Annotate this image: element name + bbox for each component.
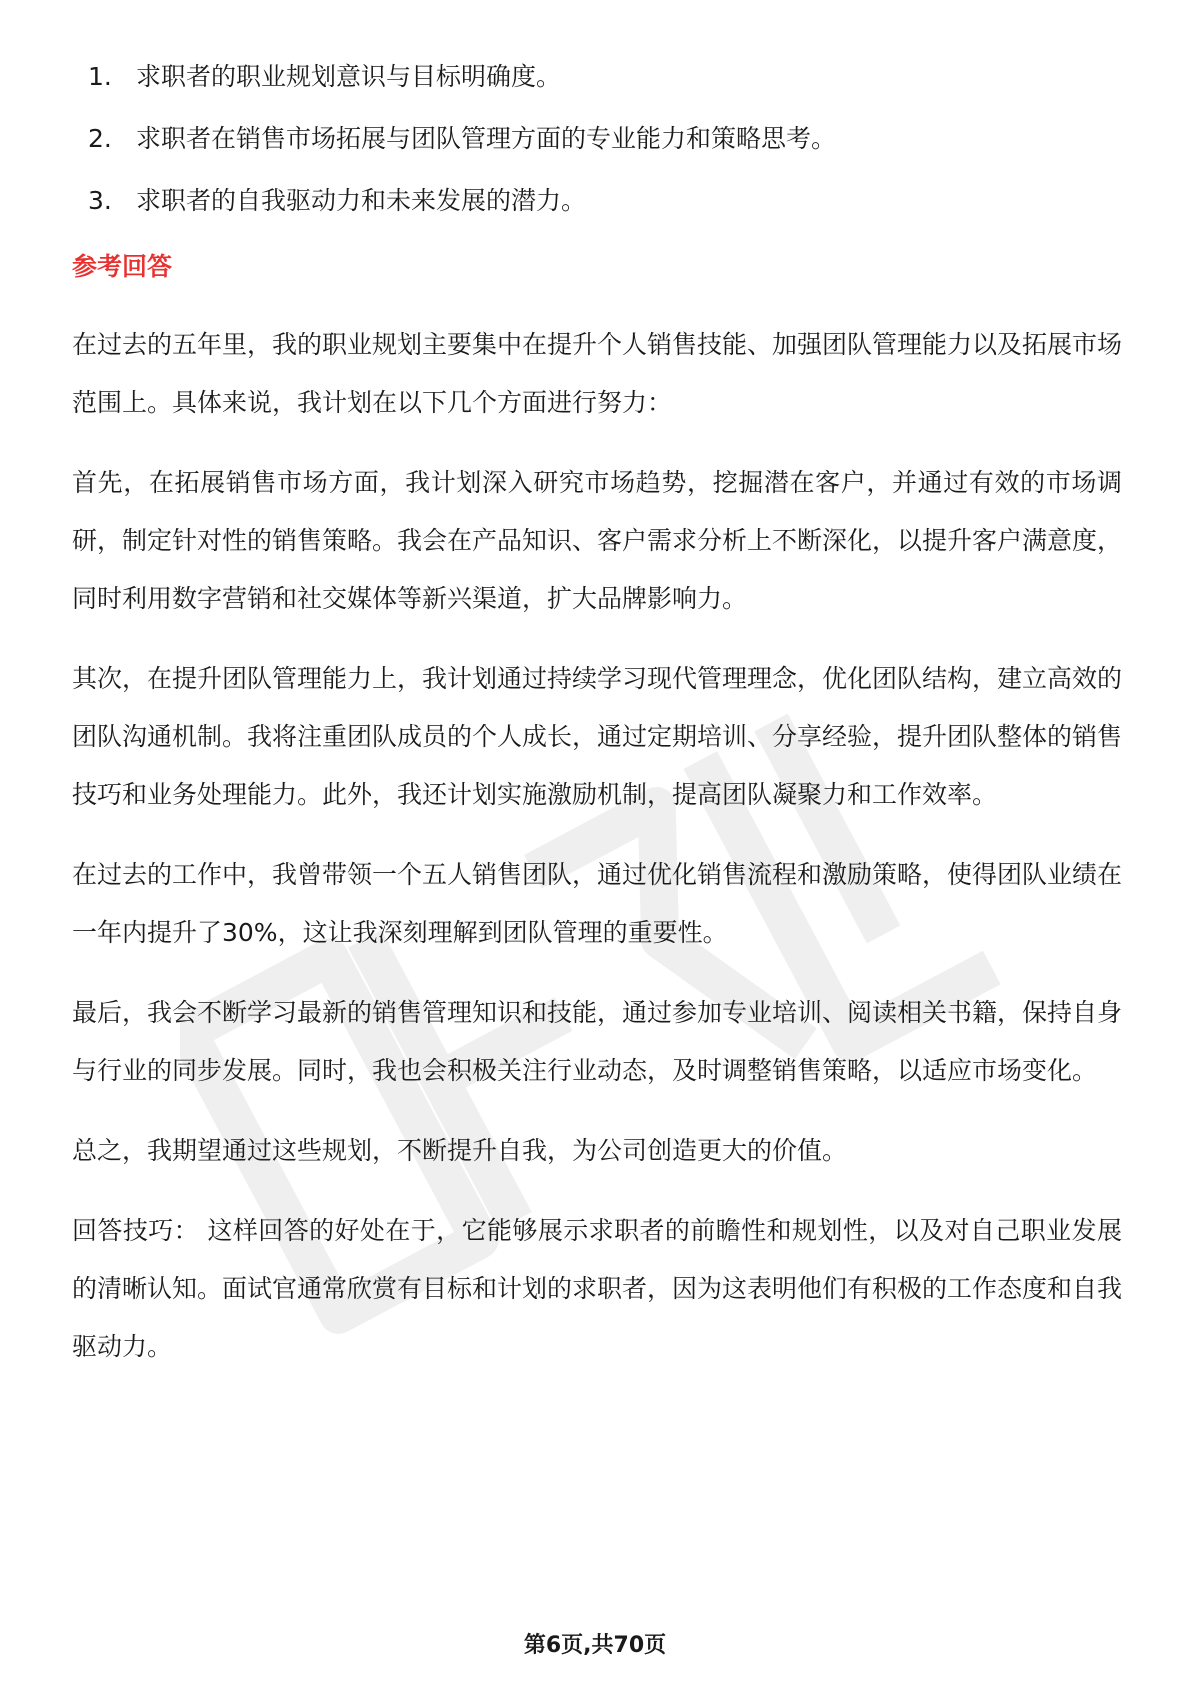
paragraph: 在过去的五年里，我的职业规划主要集中在提升个人销售技能、加强团队管理能力以及拓展市场范围上。具体来说，我计划在以下几个方面进行努力： (72, 330, 1123, 417)
paragraph: 其次，在提升团队管理能力上，我计划通过持续学习现代管理理念，优化团队结构，建立高效的团队沟通机制。我将注重团队成员的个人成长，通过定期培训、分享经验，提升团队整体的销售技巧和业务处理能力。此外，我还计划实施激励机制，提高团队凝聚力和工作效率。 (72, 664, 1123, 809)
paragraph: 最后，我会不断学习最新的销售管理知识和技能，通过参加专业培训、阅读相关书籍，保持自身与行业的同步发展。同时，我也会积极关注行业动态，及时调整销售策略，以适应市场变化。 (72, 998, 1123, 1085)
evaluation-points-list (72, 58, 1122, 220)
list-text: 求职者在销售市场拓展与团队管理方面的专业能力和策略思考。 (136, 124, 837, 153)
list-item (72, 58, 1122, 96)
paragraph: 总之，我期望通过这些规划，不断提升自我，为公司创造更大的价值。 (72, 1136, 848, 1165)
list-text: 求职者的职业规划意识与目标明确度。 (136, 62, 562, 91)
page-number: 第6页,共70页 (523, 1633, 667, 1658)
paragraph: 首先，在拓展销售市场方面，我计划深入研究市场趋势，挖掘潜在客户，并通过有效的市场调研，制定针对性的销售策略。我会在产品知识、客户需求分析上不断深化，以提升客户满意度，同时利用数字营销和社交媒体等新兴渠道，扩大品牌影响力。 (72, 468, 1123, 613)
document-body (72, 58, 1122, 1398)
paragraph: 在过去的工作中，我曾带领一个五人销售团队，通过优化销售流程和激励策略，使得团队业绩在一年内提升了30%，这让我深刻理解到团队管理的重要性。 (72, 860, 1123, 947)
list-number: 3. (88, 186, 112, 215)
section-heading: 参考回答 (72, 252, 173, 281)
list-item (72, 182, 1122, 220)
answer-tip-paragraph: 回答技巧： 这样回答的好处在于，它能够展示求职者的前瞻性和规划性，以及对自己职业发展的清晰认知。面试官通常欣赏有目标和计划的求职者，因为这表明他们有积极的工作态度和自我驱动力。 (72, 1216, 1123, 1361)
list-number: 2. (88, 124, 112, 153)
list-text: 求职者的自我驱动力和未来发展的潜力。 (136, 186, 587, 215)
list-item (72, 120, 1122, 158)
list-number: 1. (88, 62, 112, 91)
